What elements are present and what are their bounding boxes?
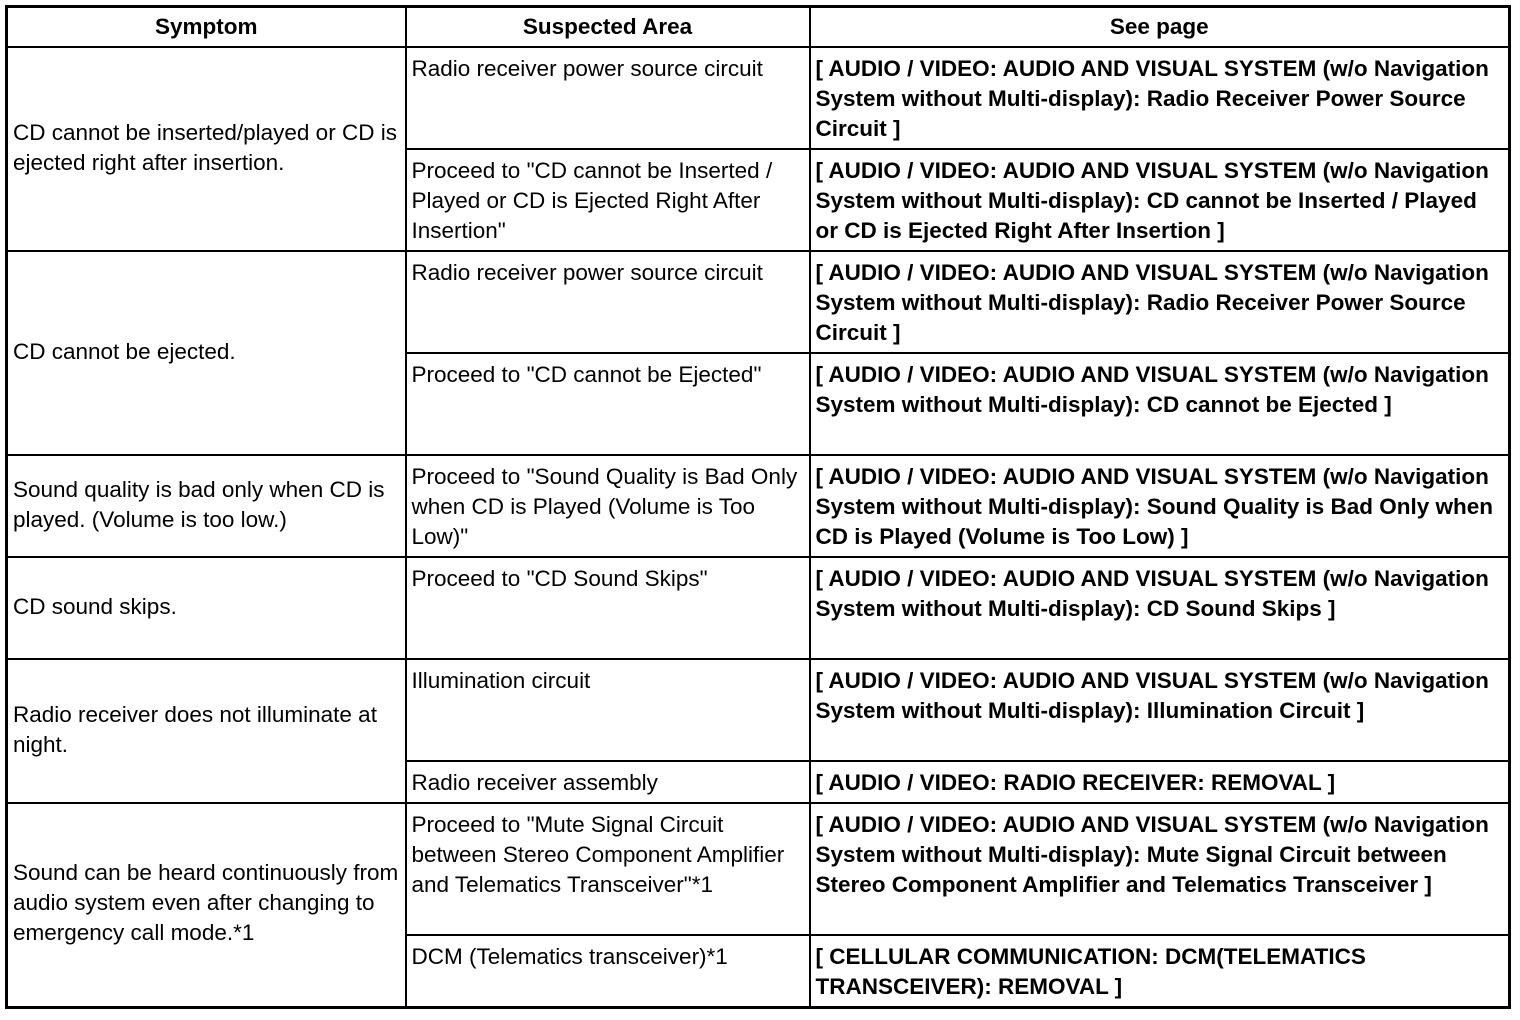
symptom-cell: Radio receiver does not illuminate at night.: [7, 659, 406, 803]
header-suspected-area: Suspected Area: [406, 7, 810, 48]
suspected-area-cell: Proceed to "CD cannot be Ejected": [406, 353, 810, 455]
suspected-area-cell: Proceed to "CD cannot be Inserted / Played or CD is Ejected Right After Insertion": [406, 149, 810, 251]
header-row: [7, 7, 1510, 48]
suspected-area-cell: Radio receiver assembly: [406, 761, 810, 803]
see-page-link[interactable]: [ AUDIO / VIDEO: RADIO RECEIVER: REMOVAL ]: [810, 761, 1510, 803]
see-page-link[interactable]: [ AUDIO / VIDEO: AUDIO AND VISUAL SYSTEM (w/o Navigation System without Multi-display): Illumination Circuit ]: [810, 659, 1510, 761]
symptom-table: [5, 5, 1511, 1009]
table-row: [7, 659, 1510, 761]
symptom-cell: CD cannot be inserted/played or CD is ejected right after insertion.: [7, 47, 406, 251]
table-row: [7, 251, 1510, 353]
suspected-area-cell: Illumination circuit: [406, 659, 810, 761]
see-page-link[interactable]: [ AUDIO / VIDEO: AUDIO AND VISUAL SYSTEM (w/o Navigation System without Multi-display): CD Sound Skips ]: [810, 557, 1510, 659]
table-row: [7, 47, 1510, 149]
suspected-area-cell: Radio receiver power source circuit: [406, 251, 810, 353]
see-page-link[interactable]: [ AUDIO / VIDEO: AUDIO AND VISUAL SYSTEM (w/o Navigation System without Multi-display): Mute Signal Circuit between Stereo Component Amplifier and Telematics Transceiver ]: [810, 803, 1510, 935]
table-row: [7, 455, 1510, 557]
suspected-area-cell: Radio receiver power source circuit: [406, 47, 810, 149]
suspected-area-cell: Proceed to "Sound Quality is Bad Only when CD is Played (Volume is Too Low)": [406, 455, 810, 557]
see-page-link[interactable]: [ CELLULAR COMMUNICATION: DCM(TELEMATICS TRANSCEIVER): REMOVAL ]: [810, 935, 1510, 1007]
see-page-link[interactable]: [ AUDIO / VIDEO: AUDIO AND VISUAL SYSTEM (w/o Navigation System without Multi-display): Radio Receiver Power Source Circuit ]: [810, 47, 1510, 149]
symptom-cell: CD cannot be ejected.: [7, 251, 406, 455]
symptom-cell: Sound can be heard continuously from audio system even after changing to emergency call mode.*1: [7, 803, 406, 1007]
see-page-link[interactable]: [ AUDIO / VIDEO: AUDIO AND VISUAL SYSTEM (w/o Navigation System without Multi-display): Sound Quality is Bad Only when CD is Played (Volume is Too Low) ]: [810, 455, 1510, 557]
header-see-page: See page: [810, 7, 1510, 48]
header-symptom: Symptom: [7, 7, 406, 48]
see-page-link[interactable]: [ AUDIO / VIDEO: AUDIO AND VISUAL SYSTEM (w/o Navigation System without Multi-display): Radio Receiver Power Source Circuit ]: [810, 251, 1510, 353]
see-page-link[interactable]: [ AUDIO / VIDEO: AUDIO AND VISUAL SYSTEM (w/o Navigation System without Multi-display): CD cannot be Inserted / Played or CD is Ejected Right After Insertion ]: [810, 149, 1510, 251]
suspected-area-cell: DCM (Telematics transceiver)*1: [406, 935, 810, 1007]
table-row: [7, 557, 1510, 659]
suspected-area-cell: Proceed to "CD Sound Skips": [406, 557, 810, 659]
see-page-link[interactable]: [ AUDIO / VIDEO: AUDIO AND VISUAL SYSTEM (w/o Navigation System without Multi-display): CD cannot be Ejected ]: [810, 353, 1510, 455]
symptom-cell: CD sound skips.: [7, 557, 406, 659]
symptom-cell: Sound quality is bad only when CD is played. (Volume is too low.): [7, 455, 406, 557]
suspected-area-cell: Proceed to "Mute Signal Circuit between Stereo Component Amplifier and Telematics Transceiver"*1: [406, 803, 810, 935]
table-row: [7, 803, 1510, 935]
